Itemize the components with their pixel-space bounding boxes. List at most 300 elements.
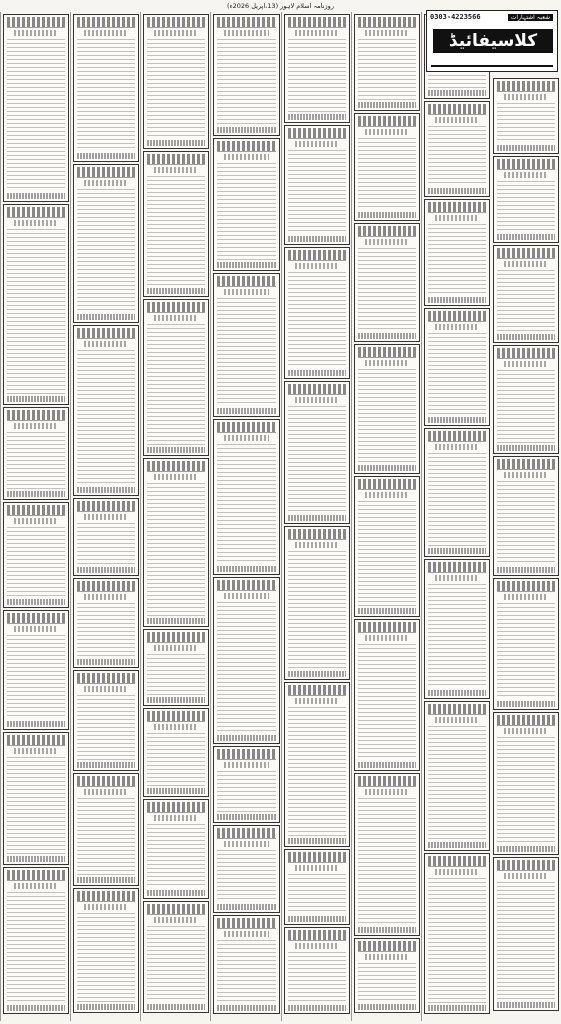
ad-heading [428,704,486,715]
ad-footer-date [497,567,555,573]
ad-footer-date [288,236,346,242]
ad-subheading [154,315,198,321]
ad-heading [288,930,346,941]
ad-body-text [358,501,416,606]
ad-body-text [217,444,275,564]
ad-body-text [428,126,486,186]
ad-body-text [77,350,135,485]
ad-subheading [365,492,409,498]
classified-ad [284,247,350,379]
classified-masthead [426,10,558,72]
ad-footer-date [7,193,65,199]
ad-heading [497,248,555,259]
ad-footer-date [288,515,346,521]
ad-heading [77,776,135,787]
ad-footer-date [358,1004,416,1010]
ad-heading [217,422,275,433]
ad-heading [497,581,555,592]
ad-footer-date [428,417,486,423]
classified-ad [354,938,420,1013]
masthead-rule [431,65,553,67]
ad-body-text [147,176,205,286]
ad-subheading [224,154,268,160]
ad-body-text [7,39,65,191]
ad-subheading [224,435,268,441]
ad-heading [7,505,65,516]
ad-footer-date [7,856,65,862]
ad-heading [288,128,346,139]
masthead-title: کلاسیفائیڈ [433,29,553,53]
ad-body-text [7,432,65,489]
ad-subheading [224,841,268,847]
classified-ad [3,14,69,202]
ad-footer-date [77,153,135,159]
classified-ad [424,308,490,426]
classified-ad [284,14,350,123]
ad-heading [497,860,555,871]
ad-footer-date [77,877,135,883]
ad-subheading [14,748,58,754]
classified-ad [3,610,69,730]
ad-body-text [217,850,275,902]
ad-subheading [154,30,198,36]
ad-subheading [435,117,479,123]
classified-ad [213,14,279,136]
ad-footer-date [428,842,486,848]
ad-footer-date [358,465,416,471]
ad-subheading [295,397,339,403]
ad-body-text [217,163,275,260]
ad-subheading [224,30,268,36]
ad-body-text [288,406,346,513]
ad-body-text [358,138,416,210]
ad-heading [288,17,346,28]
ad-footer-date [497,445,555,451]
ad-heading [217,918,275,929]
ad-footer-date [217,566,275,572]
ad-subheading [14,30,58,36]
classified-ad [284,125,350,245]
ad-footer-date [217,1005,275,1011]
ad-subheading [84,904,128,910]
ad-heading [428,104,486,115]
ad-body-text [217,298,275,406]
classified-ad [73,670,139,771]
masthead-phone: 0303-4223566 [430,13,481,21]
ad-heading [7,870,65,881]
ad-body-text [288,707,346,836]
column-5 [210,12,281,1021]
classified-ad [143,708,209,797]
ad-footer-date [7,721,65,727]
ad-subheading [504,94,548,100]
ad-body-text [497,737,555,844]
ad-footer-date [147,788,205,794]
classified-ad [354,773,420,936]
ad-subheading [365,129,409,135]
ad-body-text [147,324,205,445]
ad-footer-date [288,838,346,844]
ad-body-text [217,39,275,125]
ad-body-text [147,39,205,138]
ad-footer-date [77,762,135,768]
ad-footer-date [147,890,205,896]
ad-subheading [365,30,409,36]
ad-body-text [288,272,346,368]
ad-body-text [147,654,205,695]
ad-footer-date [358,927,416,933]
column-2 [421,12,492,1021]
ad-heading [428,202,486,213]
ad-footer-date [358,212,416,218]
ad-footer-date [217,127,275,133]
ad-footer-date [497,334,555,340]
ad-body-text [358,963,416,1002]
ad-subheading [435,324,479,330]
ad-body-text [497,181,555,232]
classified-ad [143,799,209,899]
classified-ad [493,456,559,576]
classified-ad [493,578,559,710]
ad-heading [358,941,416,952]
ad-subheading [504,361,548,367]
ad-subheading [154,167,198,173]
classified-ad [213,577,279,744]
ad-heading [497,459,555,470]
ad-heading [288,250,346,261]
ad-heading [217,141,275,152]
ad-subheading [295,865,339,871]
ad-subheading [435,215,479,221]
ad-body-text [288,952,346,1003]
ad-body-text [358,644,416,760]
classified-ad [73,888,139,1013]
classified-ad [493,345,559,454]
ad-body-text [147,824,205,888]
classified-ad [143,151,209,297]
ad-body-text [217,771,275,812]
ad-subheading [154,724,198,730]
ad-footer-date [217,262,275,268]
ad-subheading [504,594,548,600]
classified-ad [3,502,69,608]
classified-ad [73,498,139,576]
ad-body-text [428,878,486,1003]
classified-ad [493,156,559,243]
ad-subheading [365,954,409,960]
ad-heading [147,154,205,165]
classified-ad [213,915,279,1014]
ad-body-text [7,892,65,1003]
ad-heading [147,17,205,28]
classified-ad [424,701,490,851]
ad-subheading [224,762,268,768]
ad-footer-date [147,288,205,294]
classified-ad [424,428,490,557]
ad-subheading [365,360,409,366]
ad-subheading [435,575,479,581]
ad-body-text [288,551,346,669]
ad-heading [497,159,555,170]
ad-body-text [428,333,486,415]
ad-heading [7,735,65,746]
classified-ad [73,14,139,162]
ad-heading [147,632,205,643]
column-7 [70,12,141,1021]
ad-heading [147,802,205,813]
ad-subheading [14,423,58,429]
ad-footer-date [428,548,486,554]
ad-heading [77,167,135,178]
ad-subheading [365,239,409,245]
ad-footer-date [428,1005,486,1011]
ad-heading [428,431,486,442]
ad-body-text [497,481,555,565]
ad-body-text [77,189,135,312]
column-3 [351,12,422,1021]
ad-heading [288,384,346,395]
ad-footer-date [288,671,346,677]
ad-body-text [428,726,486,840]
ad-subheading [295,943,339,949]
classified-ad [3,867,69,1014]
ad-body-text [358,248,416,331]
ad-heading [147,461,205,472]
ad-footer-date [428,90,486,96]
ad-heading [77,673,135,684]
ad-heading [77,891,135,902]
classified-ad [354,344,420,474]
ad-body-text [7,527,65,597]
ad-body-text [77,913,135,1002]
ad-footer-date [497,701,555,707]
classified-ad [493,245,559,343]
ad-heading [77,501,135,512]
ad-heading [358,226,416,237]
ad-body-text [147,733,205,786]
ad-body-text [77,798,135,875]
ad-footer-date [147,697,205,703]
classified-ad [354,14,420,111]
classified-ad [424,101,490,197]
ad-subheading [295,698,339,704]
ad-heading [7,410,65,421]
column-8 [0,12,71,1021]
classified-ad [143,629,209,706]
ad-body-text [147,483,205,616]
ad-subheading [504,172,548,178]
classified-ad [354,476,420,617]
ad-footer-date [77,1004,135,1010]
ad-heading [147,904,205,915]
ad-heading [497,81,555,92]
ad-heading [358,116,416,127]
ad-heading [217,580,275,591]
classified-ad [73,325,139,496]
ad-footer-date [497,1002,555,1008]
ad-footer-date [288,114,346,120]
ad-footer-date [428,297,486,303]
ad-body-text [428,224,486,295]
ad-heading [428,311,486,322]
classified-ad [3,407,69,500]
ad-subheading [84,686,128,692]
classified-ad [354,113,420,221]
classified-ad [73,773,139,886]
ad-subheading [154,474,198,480]
ad-body-text [497,370,555,443]
ad-body-text [217,602,275,733]
ad-subheading [154,917,198,923]
ad-body-text [147,926,205,1002]
ad-body-text [358,39,416,100]
classified-ad [143,14,209,149]
ad-subheading [365,789,409,795]
ad-heading [77,17,135,28]
ad-subheading [84,180,128,186]
ad-heading [497,348,555,359]
ad-heading [497,715,555,726]
ad-heading [288,685,346,696]
ad-footer-date [77,659,135,665]
ad-body-text [288,874,346,914]
classified-ad [284,526,350,680]
ad-subheading [435,869,479,875]
ad-subheading [295,141,339,147]
ad-body-text [497,270,555,332]
ad-heading [217,749,275,760]
ad-heading [7,613,65,624]
ad-footer-date [288,916,346,922]
ad-footer-date [358,102,416,108]
classified-ad [143,299,209,456]
ad-subheading [84,789,128,795]
ad-subheading [504,472,548,478]
ad-heading [7,17,65,28]
ad-body-text [288,39,346,112]
ad-heading [77,581,135,592]
column-1 [491,12,561,1021]
ad-footer-date [497,145,555,151]
classified-ad [354,223,420,342]
ad-footer-date [7,491,65,497]
ad-body-text [428,453,486,546]
ad-heading [358,479,416,490]
ad-subheading [435,444,479,450]
ad-footer-date [147,447,205,453]
classified-ad [493,712,559,855]
classified-ad [284,682,350,847]
classified-ad [493,857,559,1011]
classified-ad [143,901,209,1013]
ad-body-text [7,229,65,394]
ad-subheading [295,30,339,36]
ad-footer-date [147,140,205,146]
ad-body-text [428,584,486,688]
ad-subheading [224,931,268,937]
ad-footer-date [77,314,135,320]
ad-subheading [14,220,58,226]
ad-heading [147,302,205,313]
ad-heading [217,276,275,287]
ad-footer-date [428,188,486,194]
ad-footer-date [288,370,346,376]
date-line: روزنامہ اسلام لاہور (13،اپریل 2026ء) [227,2,334,10]
ad-subheading [84,594,128,600]
ad-subheading [14,883,58,889]
classified-ad [3,732,69,865]
ad-body-text [77,695,135,760]
ad-footer-date [7,599,65,605]
ad-footer-date [217,904,275,910]
classified-ad [213,825,279,913]
ad-subheading [14,626,58,632]
ad-subheading [84,341,128,347]
classified-ad [73,578,139,668]
ad-footer-date [288,1005,346,1011]
ad-heading [7,207,65,218]
classified-ad [213,138,279,271]
classified-ad [73,164,139,323]
ad-body-text [358,798,416,925]
ad-heading [358,347,416,358]
ad-footer-date [497,234,555,240]
classified-ad [213,273,279,417]
ad-body-text [497,103,555,143]
ad-footer-date [358,608,416,614]
ad-subheading [154,645,198,651]
ad-body-text [77,603,135,657]
ad-heading [288,529,346,540]
ad-heading [147,711,205,722]
ad-heading [77,328,135,339]
ad-heading [217,828,275,839]
ad-heading [358,622,416,633]
ad-footer-date [358,762,416,768]
ad-footer-date [7,1005,65,1011]
ad-footer-date [497,846,555,852]
ad-subheading [224,289,268,295]
ad-subheading [224,593,268,599]
ad-footer-date [7,396,65,402]
masthead-tagline: شعبہ اشتہارات [508,14,553,21]
ad-heading [428,856,486,867]
classified-ad [493,78,559,154]
ad-subheading [14,518,58,524]
ad-body-text [7,635,65,719]
ad-footer-date [147,1004,205,1010]
ad-subheading [435,717,479,723]
ad-footer-date [217,735,275,741]
ad-subheading [84,514,128,520]
ad-heading [358,17,416,28]
ad-subheading [504,728,548,734]
ad-footer-date [217,408,275,414]
classified-ad [424,559,490,699]
ad-footer-date [77,487,135,493]
ad-body-text [288,150,346,234]
classified-ad [143,458,209,627]
classified-ad [213,746,279,823]
classified-ad [284,849,350,925]
column-6 [140,12,211,1021]
classified-ad [424,199,490,306]
ad-footer-date [147,618,205,624]
ad-heading [288,852,346,863]
ad-body-text [77,39,135,151]
classified-ad [284,381,350,524]
ad-body-text [217,940,275,1003]
